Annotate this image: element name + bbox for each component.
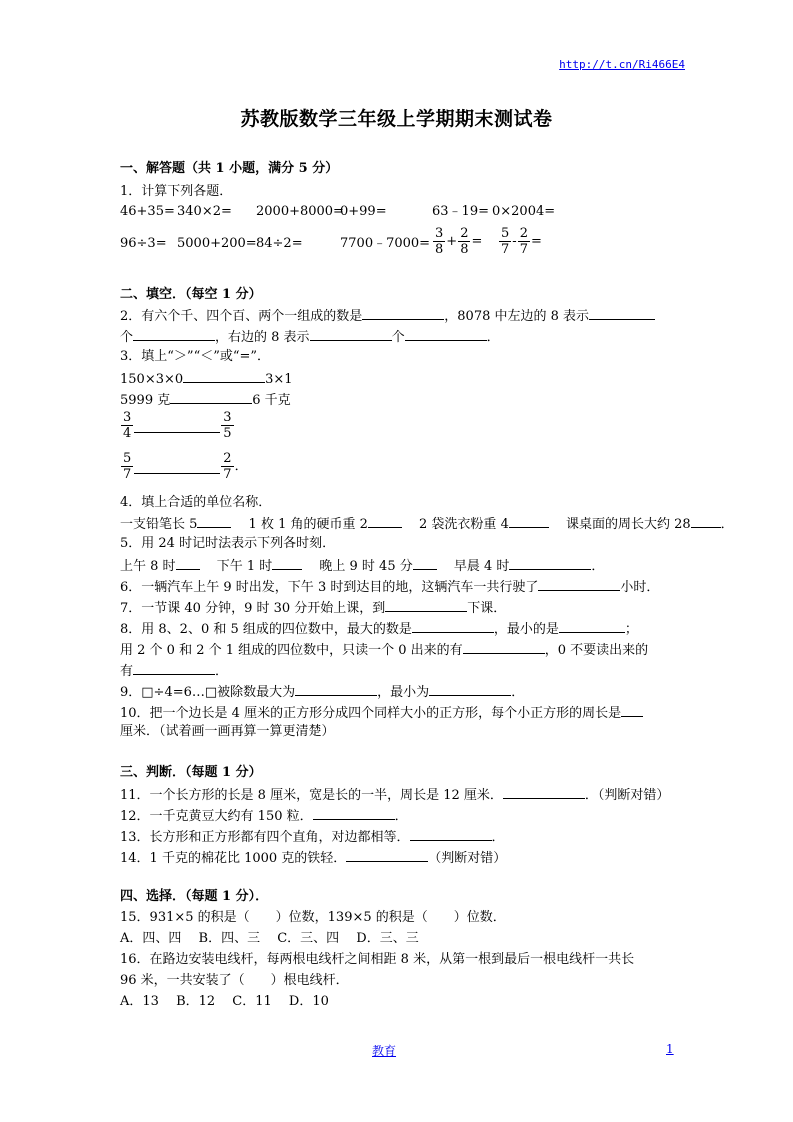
calc-item: 46+35=: [120, 204, 175, 219]
answer-blank[interactable]: [134, 460, 220, 474]
question-4-items: 一支铅笔长 5 1 枚 1 角的硬币重 2 2 袋洗衣粉重 4 课桌面的周长大约 28 ．: [120, 514, 734, 534]
answer-blank[interactable]: [589, 306, 655, 320]
answer-blank[interactable]: [538, 577, 620, 591]
question-8: 8．用 8、2、0 和 5 组成的四位数中，最大的数是 ，最小的是 ；: [120, 619, 638, 639]
fraction: $\frac{2}{8}$: [460, 226, 469, 257]
question-13: 13．长方形和正方形都有四个直角，对边都相等． ．: [120, 827, 505, 847]
question-6: 6．一辆汽车上午 9 时出发，下午 3 时到达目的地，这辆汽车一共行驶了 小时．: [120, 577, 659, 597]
answer-blank[interactable]: [197, 514, 231, 528]
answer-blank[interactable]: [170, 390, 252, 404]
answer-blank[interactable]: [133, 327, 215, 341]
fraction: $\frac{5}{7}$: [501, 226, 510, 257]
answer-blank[interactable]: [621, 703, 643, 717]
calc-item: 84÷2=: [256, 236, 303, 251]
calc-row-1: [120, 203, 680, 221]
answer-blank[interactable]: [509, 556, 591, 570]
footer-link[interactable]: 教育: [372, 1044, 397, 1058]
answer-blank[interactable]: [503, 785, 585, 799]
answer-blank[interactable]: [368, 514, 402, 528]
question-3a: 150×3×0 3×1: [120, 369, 293, 389]
answer-blank[interactable]: [133, 661, 215, 675]
answer-blank[interactable]: [346, 848, 428, 862]
question-4: 4．填上合适的单位名称．: [120, 495, 272, 510]
calc-item: 2000+8000=: [256, 204, 344, 219]
calc-item: 0×2004=: [492, 204, 556, 219]
question-10: 10．把一个边长是 4 厘米的正方形分成四个同样大小的正方形，每个小正方形的周长是: [120, 703, 643, 723]
calc-item: 0+99=: [340, 204, 387, 219]
question-3b: 5999 克 6 千克: [120, 390, 291, 410]
calc-item: 96÷3=: [120, 236, 167, 251]
section-3-heading: 三、判断．（每题 1 分）: [120, 765, 262, 780]
section-4-heading: 四、选择．（每题 1 分）．: [120, 889, 269, 904]
answer-blank[interactable]: [429, 682, 511, 696]
page-number[interactable]: 1: [666, 1042, 674, 1056]
answer-blank[interactable]: [412, 619, 494, 633]
question-16-options: A．13 B．12 C．11 D．10: [120, 994, 329, 1009]
question-7: 7．一节课 40 分钟，9 时 30 分开始上课，到 下课．: [120, 598, 506, 618]
answer-blank[interactable]: [313, 806, 395, 820]
calc-row-2: [120, 226, 680, 262]
answer-blank[interactable]: [183, 369, 265, 383]
section-2-heading: 二、填空．（每空 1 分）: [120, 287, 262, 302]
answer-blank[interactable]: [385, 598, 467, 612]
question-2-cont: 个 ，右边的 8 表示 个 ．: [120, 327, 500, 347]
question-3d: $\frac{5}{7}$ $\frac{2}{7}$ ．: [123, 451, 248, 482]
question-3: 3．填上“＞”“＜”或“=”．: [120, 349, 271, 364]
fraction: $\frac{3}{8}$: [435, 226, 444, 257]
question-14: 14．1 千克的棉花比 1000 克的铁轻． （判断对错）: [120, 848, 506, 868]
question-8-cont: 用 2 个 0 和 2 个 1 组成的四位数中，只读一个 0 出来的有 ，0 不要读出来的: [120, 640, 648, 660]
question-1: 1．计算下列各题．: [120, 184, 233, 199]
question-16: 16．在路边安装电线杆，每两根电线杆之间相距 8 米，从第一根到最后一根电线杆一共长: [120, 952, 635, 967]
question-15: 15．931×5 的积是（ ）位数，139×5 的积是（ ）位数．: [120, 910, 506, 925]
answer-blank[interactable]: [410, 827, 492, 841]
question-10-cont: 厘米．（试着画一画再算一算更清楚）: [120, 724, 335, 739]
question-5: 5．用 24 时记时法表示下列各时刻．: [120, 536, 336, 551]
answer-blank[interactable]: [310, 327, 392, 341]
fraction-expression: $\frac{3}{8}$ + $\frac{2}{8}$ =: [435, 226, 483, 257]
question-16-cont: 96 米，一共安装了（ ）根电线杆．: [120, 973, 349, 988]
fraction: $\frac{3}{5}$: [223, 410, 232, 441]
fraction: $\frac{2}{7}$: [223, 451, 232, 482]
answer-blank[interactable]: [176, 556, 200, 570]
question-12: 12．一千克黄豆大约有 150 粒． ．: [120, 806, 408, 826]
fraction: $\frac{3}{4}$: [123, 410, 132, 441]
fraction: $\frac{5}{7}$: [123, 451, 132, 482]
answer-blank[interactable]: [463, 640, 545, 654]
section-1-heading: 一、解答题（共 1 小题，满分 5 分）: [120, 161, 339, 176]
fraction: $\frac{2}{7}$: [519, 226, 528, 257]
answer-blank[interactable]: [559, 619, 625, 633]
header-link[interactable]: http://t.cn/Ri466E4: [559, 58, 685, 71]
fraction-expression: $\frac{5}{7}$ - $\frac{2}{7}$ =: [501, 226, 542, 257]
answer-blank[interactable]: [362, 306, 444, 320]
question-11: 11．一个长方形的长是 8 厘米，宽是长的一半，周长是 12 厘米． ．（判断对错）: [120, 785, 669, 805]
question-2: 2．有六个千、四个百、两个一组成的数是 ，8078 中左边的 8 表示: [120, 306, 655, 326]
question-15-options: A．四、四 B．四、三 C．三、四 D．三、三: [120, 931, 419, 946]
answer-blank[interactable]: [405, 327, 487, 341]
answer-blank[interactable]: [134, 419, 220, 433]
question-5-items: 上午 8 时 下午 1 时 晚上 9 时 45 分 早晨 4 时 ．: [120, 556, 604, 576]
page-title: 苏教版数学三年级上学期期末测试卷: [240, 108, 553, 130]
answer-blank[interactable]: [691, 514, 721, 528]
calc-item: 63﹣19=: [432, 204, 489, 219]
question-8-end: 有 ．: [120, 661, 228, 681]
answer-blank[interactable]: [272, 556, 302, 570]
answer-blank[interactable]: [509, 514, 549, 528]
calc-item: 340×2=: [177, 204, 232, 219]
calc-item: 5000+200=: [177, 236, 257, 251]
question-3c: [120, 410, 235, 446]
answer-blank[interactable]: [295, 682, 377, 696]
question-9: 9．□÷4=6…□被除数最大为 ，最小为 ．: [120, 682, 524, 702]
calc-item: 7700﹣7000=: [340, 236, 431, 251]
answer-blank[interactable]: [413, 556, 437, 570]
